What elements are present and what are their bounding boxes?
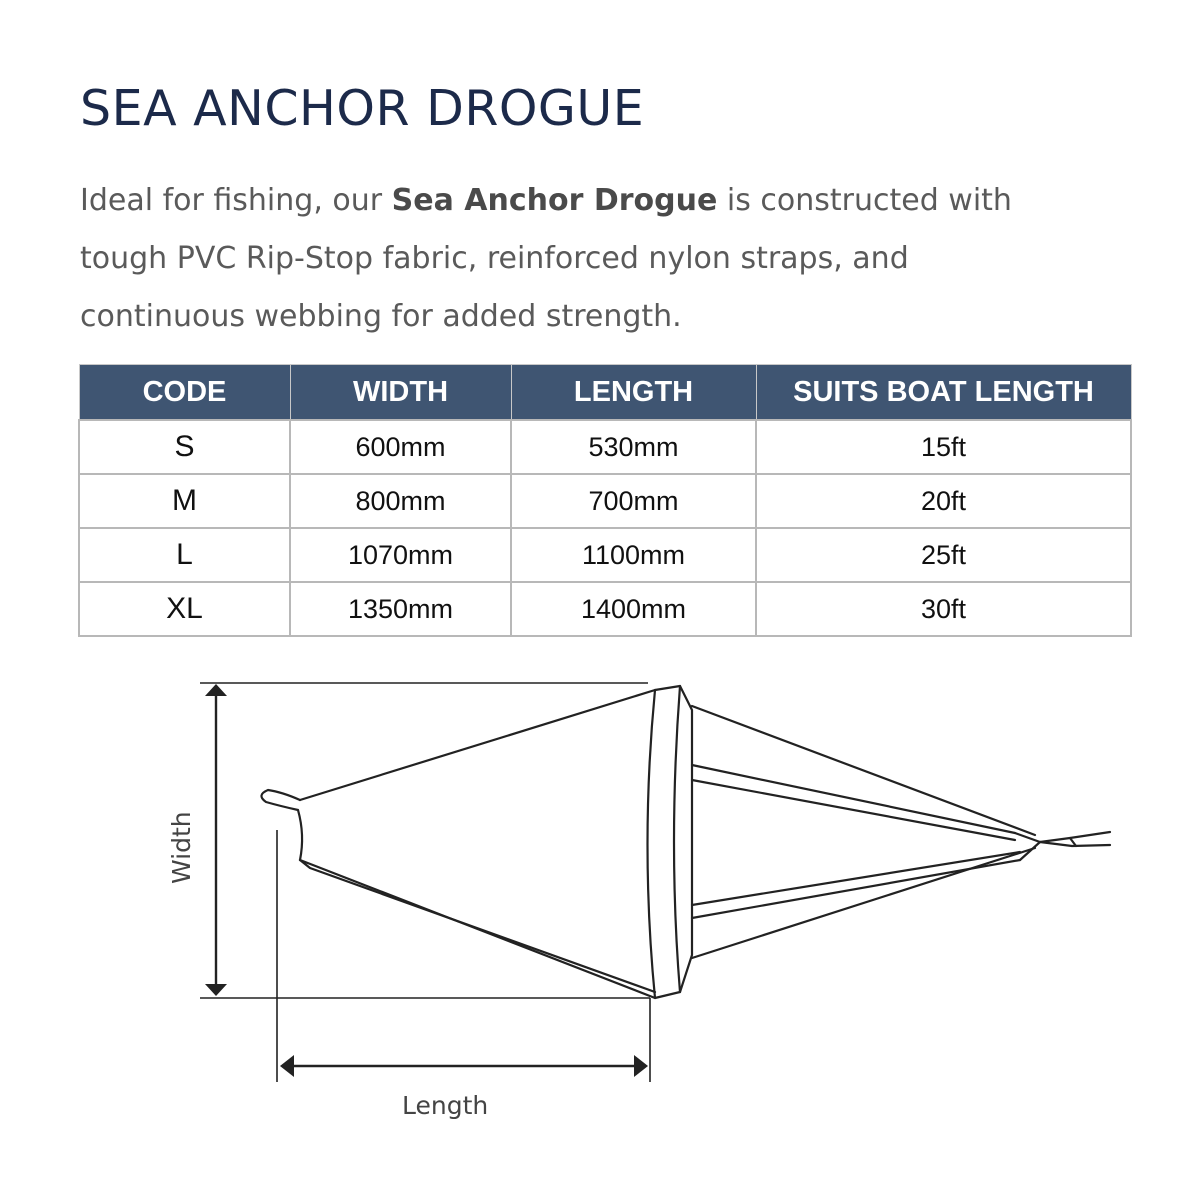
cell-width: 1070mm	[290, 528, 511, 582]
tow-line	[1040, 832, 1110, 846]
cell-code: L	[79, 528, 290, 582]
cell-length: 1100mm	[511, 528, 756, 582]
header-code: CODE	[79, 365, 290, 421]
table-row	[79, 528, 1131, 582]
cell-width: 800mm	[290, 474, 511, 528]
cell-length: 700mm	[511, 474, 756, 528]
cell-width: 600mm	[290, 420, 511, 474]
cell-boat-length: 25ft	[756, 528, 1131, 582]
drogue-straps	[692, 706, 1040, 958]
table-row	[79, 474, 1131, 528]
drogue-body-outline	[261, 686, 692, 998]
cell-length: 1400mm	[511, 582, 756, 636]
cell-width: 1350mm	[290, 582, 511, 636]
product-description	[80, 172, 1080, 346]
drogue-diagram	[0, 660, 1200, 1200]
table-row	[79, 582, 1131, 636]
header-suits-boat-length: SUITS BOAT LENGTH	[756, 365, 1131, 421]
cell-boat-length: 30ft	[756, 582, 1131, 636]
cell-boat-length: 15ft	[756, 420, 1131, 474]
cell-boat-length: 20ft	[756, 474, 1131, 528]
header-length: LENGTH	[511, 365, 756, 421]
width-label: Width	[167, 811, 196, 884]
width-dimension-line	[200, 683, 650, 998]
page-title: SEA ANCHOR DROGUE	[80, 80, 645, 137]
cell-code: XL	[79, 582, 290, 636]
cell-length: 530mm	[511, 420, 756, 474]
length-dimension-line	[277, 830, 650, 1082]
table-row	[79, 420, 1131, 474]
cell-code: S	[79, 420, 290, 474]
table-header-row	[79, 365, 1131, 421]
description-product-name: Sea Anchor Drogue	[391, 183, 718, 218]
description-intro: Ideal for fishing, our	[80, 183, 392, 218]
size-table	[78, 364, 1132, 637]
cell-code: M	[79, 474, 290, 528]
header-width: WIDTH	[290, 365, 511, 421]
length-label: Length	[402, 1091, 489, 1120]
description-rest: is constructed with tough PVC Rip-Stop fabric, reinforced nylon straps, and continuous webbing for added strength.	[80, 183, 1012, 334]
